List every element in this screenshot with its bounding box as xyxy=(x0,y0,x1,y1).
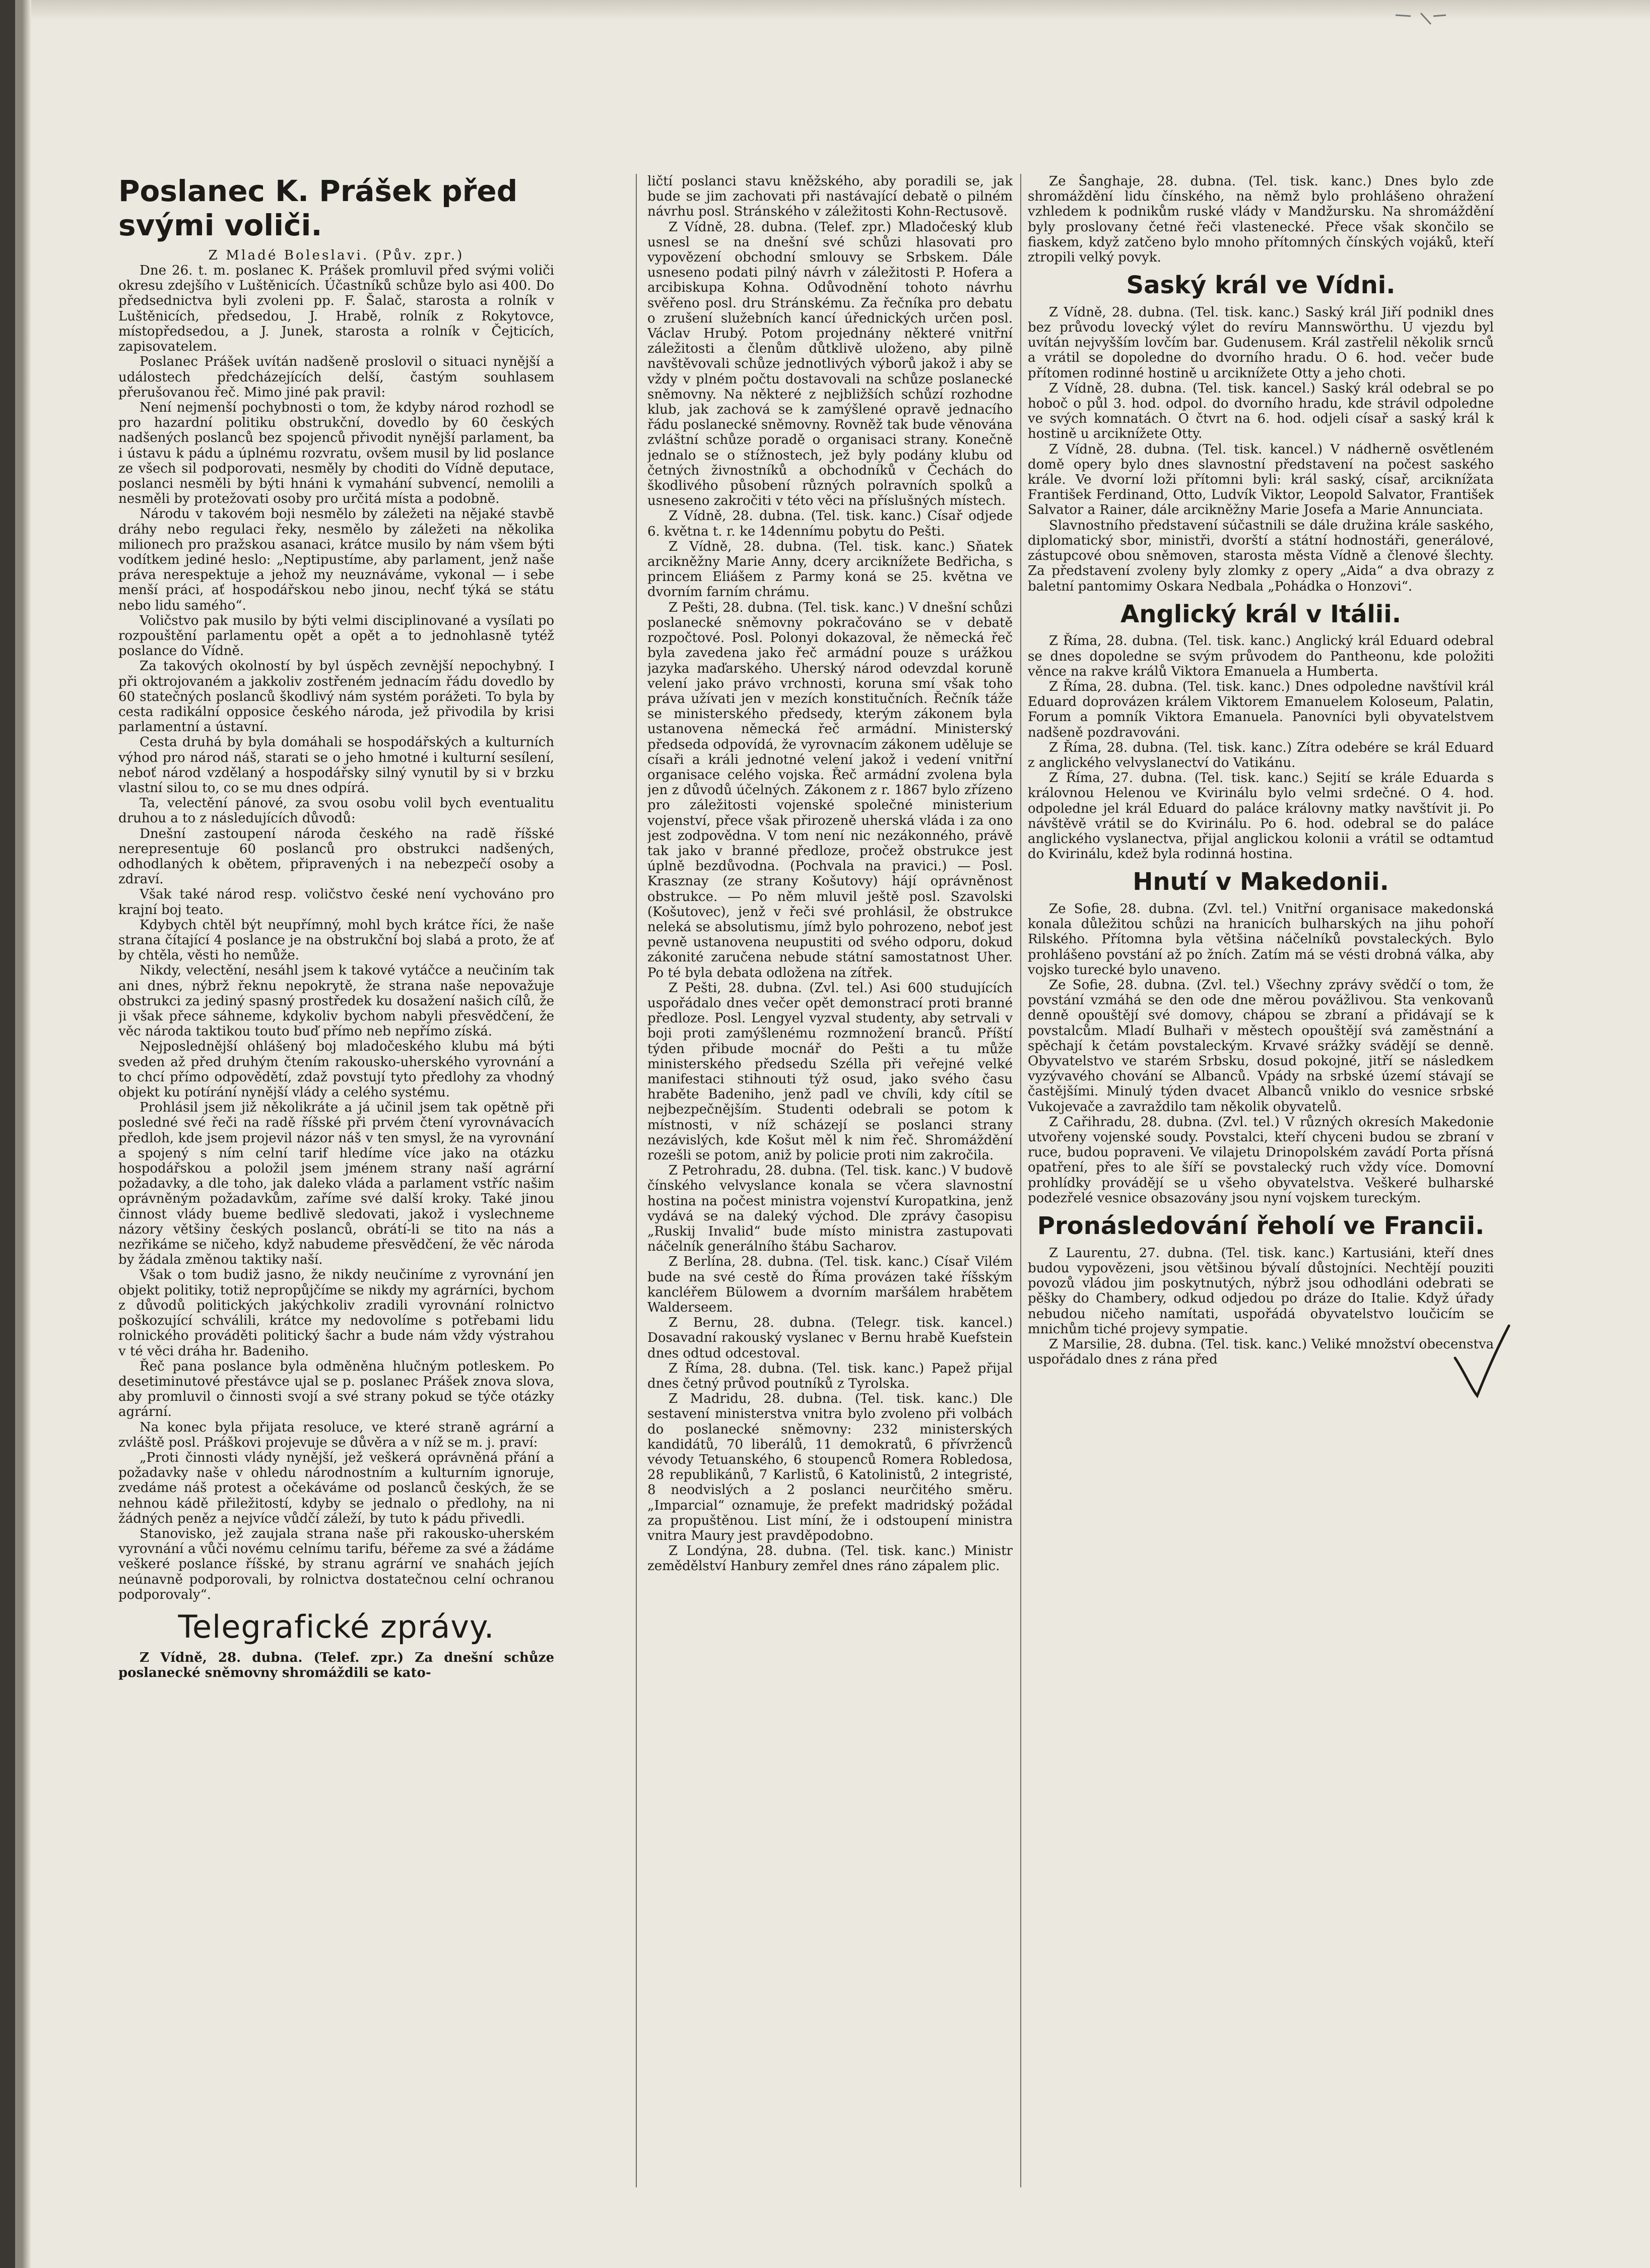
article-paragraph: Řeč pana poslance byla odměněna hlučným potleskem. Po desetiminutové přestávce ujal se p. poslanec Prášek znova slova, aby promluvil o činnosti svojí a své strany pokud se týče otázky agrární. xyxy=(118,1358,554,1420)
france-heading: Pronásledování řeholí ve Francii. xyxy=(1037,1212,1485,1241)
telegram-paragraph: Z Říma, 28. dubna. (Tel. tisk. kanc.) Papež přijal dnes četný průvod poutníků z Tyrolska. xyxy=(647,1360,1013,1392)
macedonia-paragraph: Ze Sofie, 28. dubna. (Zvl. tel.) Všechny zprávy svědčí o tom, že povstání vzmáhá se den ode dne měrou povážlivou. Sta venkovanů denně opouštějí své domovy, chápou se zbraní a přidávají se k povstalcům. Mladí Bulhaři v městech opouštějí svá zaměstnání a spěchají k četám povstaleckým. Krvavé srážky svádějí se denně. Obyvatelstvo ve starém Srbsku, dosud pokojné, jitří se následkem vyzývavého chování se Albanců. Vpády na srbské území stávají se častějšími. Minulý týden dvacet Albanců vniklo do vesnice srbské Vukojevače a zavraždilo tam několik obyvatelů. xyxy=(1028,978,1494,1115)
telegram-paragraph: Z Londýna, 28. dubna. (Tel. tisk. kanc.) Ministr zemědělství Hanbury zemřel dnes ráno zápalem plic. xyxy=(647,1543,1013,1574)
column-1 xyxy=(118,174,554,2208)
corner-mark xyxy=(1391,9,1451,29)
france-paragraph: Z Laurentu, 27. dubna. (Tel. tisk. kanc.) Kartusiáni, kteří dnes budou vypovězeni, jsou většinou bývalí důstojníci. Nechtějí pouziti povozů vládou jim poskytnutých, nýbrž jsou odhodláni odebrati se pěšky do Chambery, odkud odjedou po dráze do Italie. Když úřady nebudou ničeho namítati, uspořádá obyvatelstvo loučicím se mnichům tiché projevy sympatie. xyxy=(1028,1245,1494,1337)
article-headline: Poslanec K. Prášek před svými voliči. xyxy=(118,174,518,243)
article-paragraph: Dne 26. t. m. poslanec K. Prášek promluvil před svými voliči okresu zdejšího v Luštěnicích. Účastníků schůze bylo asi 400. Do předsednictva byli zvoleni pp. F. Šalač, starosta a rolník v Luštěnicích, předsedou, J. Hrabě, rolník z Rokytovce, místopředsedou, a J. Junek, starosta a rolník v Čejticích, zapisovatelem. xyxy=(118,263,554,355)
column-rule-1 xyxy=(636,174,637,2187)
handwritten-check-mark xyxy=(1451,1323,1511,1398)
saxony-paragraph: Z Vídně, 28. dubna. (Tel. tisk. kancel.) V nádherně osvětleném domě opery bylo dnes slavnostní představení na počest saského krále. Ve dvorní loži přítomni byli: král saský, císař, arciknížata František Ferdinand, Otto, Ludvík Viktor, Leopold Salvator, František Salvator a Rainer, dále arcikněžny Marie Josefa a Marie Annunciata. xyxy=(1028,441,1494,518)
england-paragraph: Z Říma, 28. dubna. (Tel. tisk. kanc.) Zítra odebére se král Eduard z anglického velvyslanectví do Vatikánu. xyxy=(1028,740,1494,770)
macedonia-paragraph: Ze Sofie, 28. dubna. (Zvl. tel.) Vnitřní organisace makedonská konala důležitou schůzi na hranicích bulharských na jihu pohoří Rilského. Přítomna byla většina náčelníků povstaleckých. Bylo prohlášeno povstání až po žních. Zatím má se vésti drobná válka, aby vojsko turecké bylo unaveno. xyxy=(1028,901,1494,978)
telegram-paragraph: Z Pešti, 28. dubna. (Zvl. tel.) Asi 600 studujících uspořádalo dnes večer opět demonstrací proti branné předloze. Posl. Lengyel vyzval studenty, aby setrvali v boji proti zamýšlenému rozmnožení branců. Příští týden přibude mocnář do Pešti a tu může ministerského předsedu Szélla při veřejné velké manifestaci stihnouti týž osud, jako svého času hraběte Badeniho, jenž padl ve chvíli, kdy cítil se nejbezpečnějším. Studenti odebrali se potom k místnosti, v níž scházejí se poslanci strany nezávislých, kde Košut měl k nim řeč. Shromáždění rozešli se potom, aniž by policie proti nim zakročila. xyxy=(647,980,1013,1163)
telegram-paragraph: Z Petrohradu, 28. dubna. (Tel. tisk. kanc.) V budově čínského velvyslance konala se včera slavnostní hostina na počest ministra vojenství Kuropatkina, jenž vydává se na daleký východ. Dle zprávy časopisu „Ruskij Invalid“ bude místo ministra zastupovati náčelník generálního štábu Sacharov. xyxy=(647,1163,1013,1255)
macedonia-heading: Hnutí v Makedonii. xyxy=(1133,868,1389,896)
saxony-heading: Saský král ve Vídni. xyxy=(1126,271,1396,300)
article-paragraph: Však o tom budiž jasno, že nikdy neučiníme z vyrovnání jen objekt politiky, totiž nepropůjčíme se nikdy my agrárníci, bychom z důvodů politických jakýchkoliv zradili vyrovnání rolnictvo poškozující schválili, krátce my nedovolíme s potřebami lidu rolnického prováděti politický šachr a bude nám vždy výstrahou v té věci dráha hr. Badeniho. xyxy=(118,1267,554,1359)
article-paragraph: Nejposlednější ohlášený boj mladočeského klubu má býti sveden až před druhým čtením rakousko-uherského vyrovnání a to chcí přímo odpovědětí, zdaž povstují tyto předlohy za vhodný objekt ku potírání nynější vlády a celého systému. xyxy=(118,1039,554,1100)
telegram-paragraph: Ze Šanghaje, 28. dubna. (Tel. tisk. kanc.) Dnes bylo zde shromáždění lidu čínského, na němž bylo prohlášeno ohražení vzhledem k podnikům ruské vlády v Mandžursku. Na shromáždění byly proslovany četné řeči vlastenecké. Přece však skončilo se fiaskem, když zatčeno bylo mnoho přítomných čínských vojáků, kteří ztropili velký povyk. xyxy=(1028,174,1494,266)
article-paragraph: Ta, velectění pánové, za svou osobu volil bych eventualitu druhou a to z následujících důvodů: xyxy=(118,796,554,826)
telegram-paragraph: Z Madridu, 28. dubna. (Tel. tisk. kanc.) Dle sestavení ministerstva vnitra bylo zvoleno při volbách do poslanecké sněmovny: 232 ministerských kandidátů, 70 liberálů, 11 demokratů, 6 přívrženců vévody Tetuanského, 6 stoupenců Romera Robledosa, 28 republikánů, 7 Karlistů, 6 Katolinistů, 2 integristé, 8 neodvislých a 2 poslanci neurčitého směru. „Imparcial“ oznamuje, že prefekt madridský požádal za propuštěnou. List míní, že i odstoupení ministra vnitra Maury jest pravděpodobno. xyxy=(647,1391,1013,1544)
macedonia-paragraph: Z Cařihradu, 28. dubna. (Zvl. tel.) V různých okresích Makedonie utvořeny vojenské soudy. Povstalci, kteří chyceni budou se zbraní v ruce, budou popraveni. Ve vilajetu Drinopolském zavádí Porta přísná opatření, přes to ale šíří se povstalecký ruch vždy více. Domovní prohlídky provádějí se u všeho obyvatelstva. Veškeré bulharské podezřelé vesnice obsazovány jsou nyní vojskem tureckým. xyxy=(1028,1114,1494,1206)
telegram-paragraph: Z Vídně, 28. dubna. (Telef. zpr.) Mladočeský klub usnesl se na dnešní své schůzi hlasovati pro vypovězení obchodní smlouvy se Srbskem. Dále usneseno podati pilný návrh v záležitosti P. Hofera a arcibiskupa Kohna. Odůvodnění tohoto návrhu svěřeno posl. dru Stránskému. Za řečníka pro debatu o zrušení služebních kancí úřednických určen posl. Václav Hrubý. Potom projednány některé vnitřní záležitosti a členům důtklivě uloženo, aby pilně navštěvovali schůze jednotlivých výborů jakož i aby se vždy v plném počtu dostavovali na schůze poslanecké sněmovny. Na některé z nejbližších schůzí rozhodne klub, jak zachová se k zamýšlené opravě jednacího řádu poslanecké sněmovny. Rovněž tak bude věnována zvláštní schůze poradě o organisaci strany. Konečně jednalo se o stížnostech, jež byly podány klubu od četných živnostníků a obchodníků v Čechách do škodlivého působení různých polravních spolků a usneseno zakročiti v této věci na příslušných místech. xyxy=(647,219,1013,509)
article-paragraph: Poslanec Prášek uvítán nadšeně proslovil o situaci nynější a událostech předcházejících delší, častým souhlasem přerušovanou řeč. Mimo jiné pak pravil: xyxy=(118,354,554,400)
telegram-paragraph: ličtí poslanci stavu kněžského, aby poradili se, jak bude se jim zachovati při nastávající debatě o pilném návrhu posl. Stránského v záležitosti Kohn-Rectusově. xyxy=(647,174,1013,220)
article-paragraph: Není nejmenší pochybnosti o tom, že kdyby národ rozhodl se pro hazardní politiku obstrukční, dovedlo by 60 českých nadšených poslanců bez spojenců přivodit nynější parlament, ba i ústavu k pádu a úplnému rozvratu, ovšem musil by lid poslance ze všech sil podporovati, nesměly by choditi do Vídně deputace, poslanci nesměli by býti hnáni k vymahání subvencí, nemolili a nesměli by protežovati osoby pro určitá místa a podobně. xyxy=(118,400,554,507)
telegram-paragraph: Z Vídně, 28. dubna. (Telef. zpr.) Za dnešní schůze poslanecké sněmovny shromáždili se kato- xyxy=(118,1650,554,1681)
england-paragraph: Z Říma, 28. dubna. (Tel. tisk. kanc.) Anglický král Eduard odebral se dnes dopoledne se svým průvodem do Pantheonu, kde položiti věnce na rakve králů Viktora Emanuela a Humberta. xyxy=(1028,633,1494,679)
article-paragraph: Stanovisko, jež zaujala strana naše při rakousko-uherském vyrovnání a vůči novému celnímu tarifu, béřeme za své a žádáme veškeré poslance říšské, by stranu agrární ve snahách jejích neúnavně podporovali, by rolnictva dostatečnou celní ochranou podporovaly“. xyxy=(118,1526,554,1602)
england-heading: Anglický král v Itálii. xyxy=(1120,600,1401,628)
article-paragraph: Za takových okolností by byl úspěch zevnější nepochybný. I při oktrojovaném a jakkoliv zostřeném jednacím řádu dovedlo by 60 statečných poslanců škodlivý nám systém porážeti. To byla by cesta radikální opposice českého národa, jež přivodila by krisi parlamentní a ústavní. xyxy=(118,659,554,735)
article-paragraph: Cesta druhá by byla domáhali se hospodářských a kulturních výhod pro národ náš, starati se o jeho hmotné i kulturní sesílení, neboť národ vzdělaný a hospodářsky silný vynutil by si v brzku vlastní silou to, co se mu dnes odpírá. xyxy=(118,735,554,796)
article-paragraph: Však také národ resp. voličstvo české není vychováno pro krajní boj teato. xyxy=(118,887,554,918)
page-binding-edge xyxy=(0,0,31,2268)
article-paragraph: Voličstvo pak musilo by býti velmi disciplinované a vysílati po rozpouštění parlamentu opět a opět a to jednohlasně tytéž poslance do Vídně. xyxy=(118,613,554,659)
saxony-paragraph: Slavnostního představení súčastnili se dále družina krále saského, diplomatický sbor, ministři, dvorští a státní hodnostáři, generálové, zástupcové obou sněmoven, starosta města Vídně a členové šlechty. Za představení zvoleny byly zlomky z opery „Aida“ a dva obrazy z baletní pantomimy Oskara Nedbala „Pohádka o Honzovi“. xyxy=(1028,517,1494,594)
article-paragraph: Kdybych chtěl být neupřímný, mohl bych krátce říci, že naše strana čítající 4 poslance je na obstrukční boj slabá a proto, že ať by chtěla, věsti ho nemůže. xyxy=(118,917,554,963)
telegram-paragraph: Z Vídně, 28. dubna. (Tel. tisk. kanc.) Císař odjede 6. května t. r. ke 14dennímu pobytu do Pešti. xyxy=(647,508,1013,539)
england-paragraph: Z Říma, 27. dubna. (Tel. tisk. kanc.) Sejití se krále Eduarda s královnou Helenou ve Kvirinálu bylo velmi srdečné. O 4. hod. odpoledne jel král Eduard do paláce královny matky navštívit ji. Po návštěvě vrátil se do Kvirinálu. Po 6. hod. odebral se do paláce anglického vyslanectva, přijal anglickou kolonii a vrátil se odtamtud do Kvirinálu, kdež byla rodinná hostina. xyxy=(1028,770,1494,862)
saxony-paragraph: Z Vídně, 28. dubna. (Tel. tisk. kancel.) Saský král odebral se po hoboč o půl 3. hod. odpol. do dvorního hradu, kde strávil odpoledne ve svých komnatách. O čtvrt na 6. hod. odjeli císař a saský král k hostině u arciknížete Otty. xyxy=(1028,380,1494,442)
article-paragraph: Dnešní zastoupení národa českého na radě říšské nerepresentuje 60 poslanců pro obstrukci nadšených, odhodlaných k obětem, připravených i na nebezpečí osoby a zdraví. xyxy=(118,826,554,887)
article-paragraph: „Proti činnosti vlády nynější, jež veškerá oprávněná přání a požadavky naše v ohledu národnostním a kulturním ignoruje, zvedáme náš protest a očekáváme od poslanců českých, že se nehnou kádě přiležitostí, kdyby se jednalo o předlohy, na ni žádných peněz a nejvíce vůdčí záleží, by tuto k pádu přivedli. xyxy=(118,1450,554,1526)
article-paragraph: Nikdy, velectění, nesáhl jsem k takové vytáčce a neučiním tak ani dnes, nýbrž řeknu nepokrytě, že strana naše nepovažuje obstrukci za jediný spasný prostředek ku dosažení našich cílů, že ji však přece sáhneme, kdykoliv bychom nabyli přesvědčení, že věc národa taktikou touto buď přímo neb nepřímo získá. xyxy=(118,963,554,1040)
england-paragraph: Z Říma, 28. dubna. (Tel. tisk. kanc.) Dnes odpoledne navštívil král Eduard doprovázen králem Viktorem Emanuelem Koloseum, Palatin, Forum a pomník Viktora Emanuela. Panovníci byli obyvatelstvem nadšeně pozdravováni. xyxy=(1028,679,1494,740)
telegram-paragraph: Z Pešti, 28. dubna. (Tel. tisk. kanc.) V dnešní schůzi poslanecké sněmovny pokračováno se v debatě rozpočtové. Posl. Polonyi dokazoval, že německá řeč byla zavedena jako řeč armádní pouze s urážkou jazyka maďarského. Uherský národ odevzdal koruně velení jako právo vrchnosti, koruna smí však toho práva užívati jen v mezích konstitučních. Řečník táže se ministerského předsedy, kterým zákonem byla ustanovena německá řeč armádní. Ministerský předseda odpovídá, že vyrovnacím zákonem uděluje se císaři a králi jednotné velení jakož i vedení vnitřní organisace celého vojska. Řeč armádní zvolena byla jen z důvodů účelných. Zákonem z r. 1867 bylo zřízeno pro záležitosti vojenské společné ministerium vojenství, přece však přirozeně uherská vláda i za ono jest zodpovědna. V tom není nic nezákonného, právě tak jako v branné předloze, pročež obstrukce jest úplně bezdůvodna. (Pochvala na pravici.) — Posl. Krasznay (ze strany Košutovy) hájí oprávněnost obstrukce. — Po něm mluvil ještě posl. Szavolski (Košutovec), jenž v řeči své prohlásil, že obstrukce neleká se absolutismu, jímž bylo pohrozeno, neboť jest pevně ustanovena neupustiti od svého odporu, dokud zákonité zaručena nebude státní samostatnost Uher. Po té byla debata odložena na zítřek. xyxy=(647,600,1013,981)
column-3 xyxy=(1028,174,1494,2208)
france-paragraph: Z Marsilie, 28. dubna. (Tel. tisk. kanc.) Veliké množství obecenstva uspořádalo dnes z rána před xyxy=(1028,1336,1494,1368)
telegram-paragraph: Z Vídně, 28. dubna. (Tel. tisk. kanc.) Sňatek arcikněžny Marie Anny, dcery arciknížete Bedřicha, s princem Eliášem z Parmy koná se 25. května ve dvorním farním chrámu. xyxy=(647,539,1013,600)
article-paragraph: Prohlásil jsem již několikráte a já učinil jsem tak opětně při posledné své řeči na radě říšské při prvém čtení vyrovnávacích předloh, kde jsem projevil názor náš v ten smysl, že na vyrovnání a spojený s ním celní tarif hledíme více jako na otázku hospodářskou a položil jsem jménem strany naší agrární požadavky, a dle toho, jak daleko vláda a parlament vstříc našim oprávněným požadavkům, zaříme své další kroky. Také jinou činnost vlády bueme bedlivě sledovati, jakož i vyslechneme názory většiny českých poslanců, obrátí-li se tito na nás a nezřikáme se ničeho, když nabudeme přesvědčení, že věc národa by žádala změnou taktiky naší. xyxy=(118,1100,554,1268)
article-paragraph: Na konec byla přijata resoluce, ve které straně agrární a zvláště posl. Práškovi projevuje se důvěra a v níž se m. j. praví: xyxy=(118,1419,554,1450)
column-rule-2 xyxy=(1020,174,1021,2187)
column-2 xyxy=(647,174,1013,2208)
telegram-paragraph: Z Berlína, 28. dubna. (Tel. tisk. kanc.) Císař Vilém bude na své cestě do Říma provázen také říšským kancléřem Bülowem a dvorním maršálem hrabětem Walderseem. xyxy=(647,1254,1013,1316)
telegrams-heading: Telegrafické zprávy. xyxy=(178,1608,495,1645)
saxony-paragraph: Z Vídně, 28. dubna. (Tel. tisk. kanc.) Saský král Jiří podnikl dnes bez průvodu lovecký výlet do revíru Mannswörthu. U vjezdu byl uvítán nejvyšším lovčím bar. Gudenusem. Král zastřelil několik srnců a vrátil se dopoledne do dvorního hradu. O 6. hod. večer bude přítomen rodinné hostině u arciknížete Otty a jeho choti. xyxy=(1028,304,1494,381)
telegram-paragraph: Z Bernu, 28. dubna. (Telegr. tisk. kancel.) Dosavadní rakouský vyslanec v Bernu hrabě Kuefstein dnes odtud odcestoval. xyxy=(647,1315,1013,1361)
article-paragraph: Národu v takovém boji nesmělo by záležeti na nějaké stavbě dráhy nebo regulaci řeky, nesmělo by záležeti na několika milionech pro pražskou asanaci, krátce musilo by nám všem býti vodítkem jediné heslo: „Neptipustíme, aby parlament, jenž naše práva nerespektuje a jehož my neuznáváme, vykonal — i sebe menší práci, ať hospodářskou nebo jinou, nechť týká se státu nebo lidu samého“. xyxy=(118,506,554,613)
article-dateline: Z Mladé Boleslavi. (Pův. zpr.) xyxy=(208,247,465,263)
